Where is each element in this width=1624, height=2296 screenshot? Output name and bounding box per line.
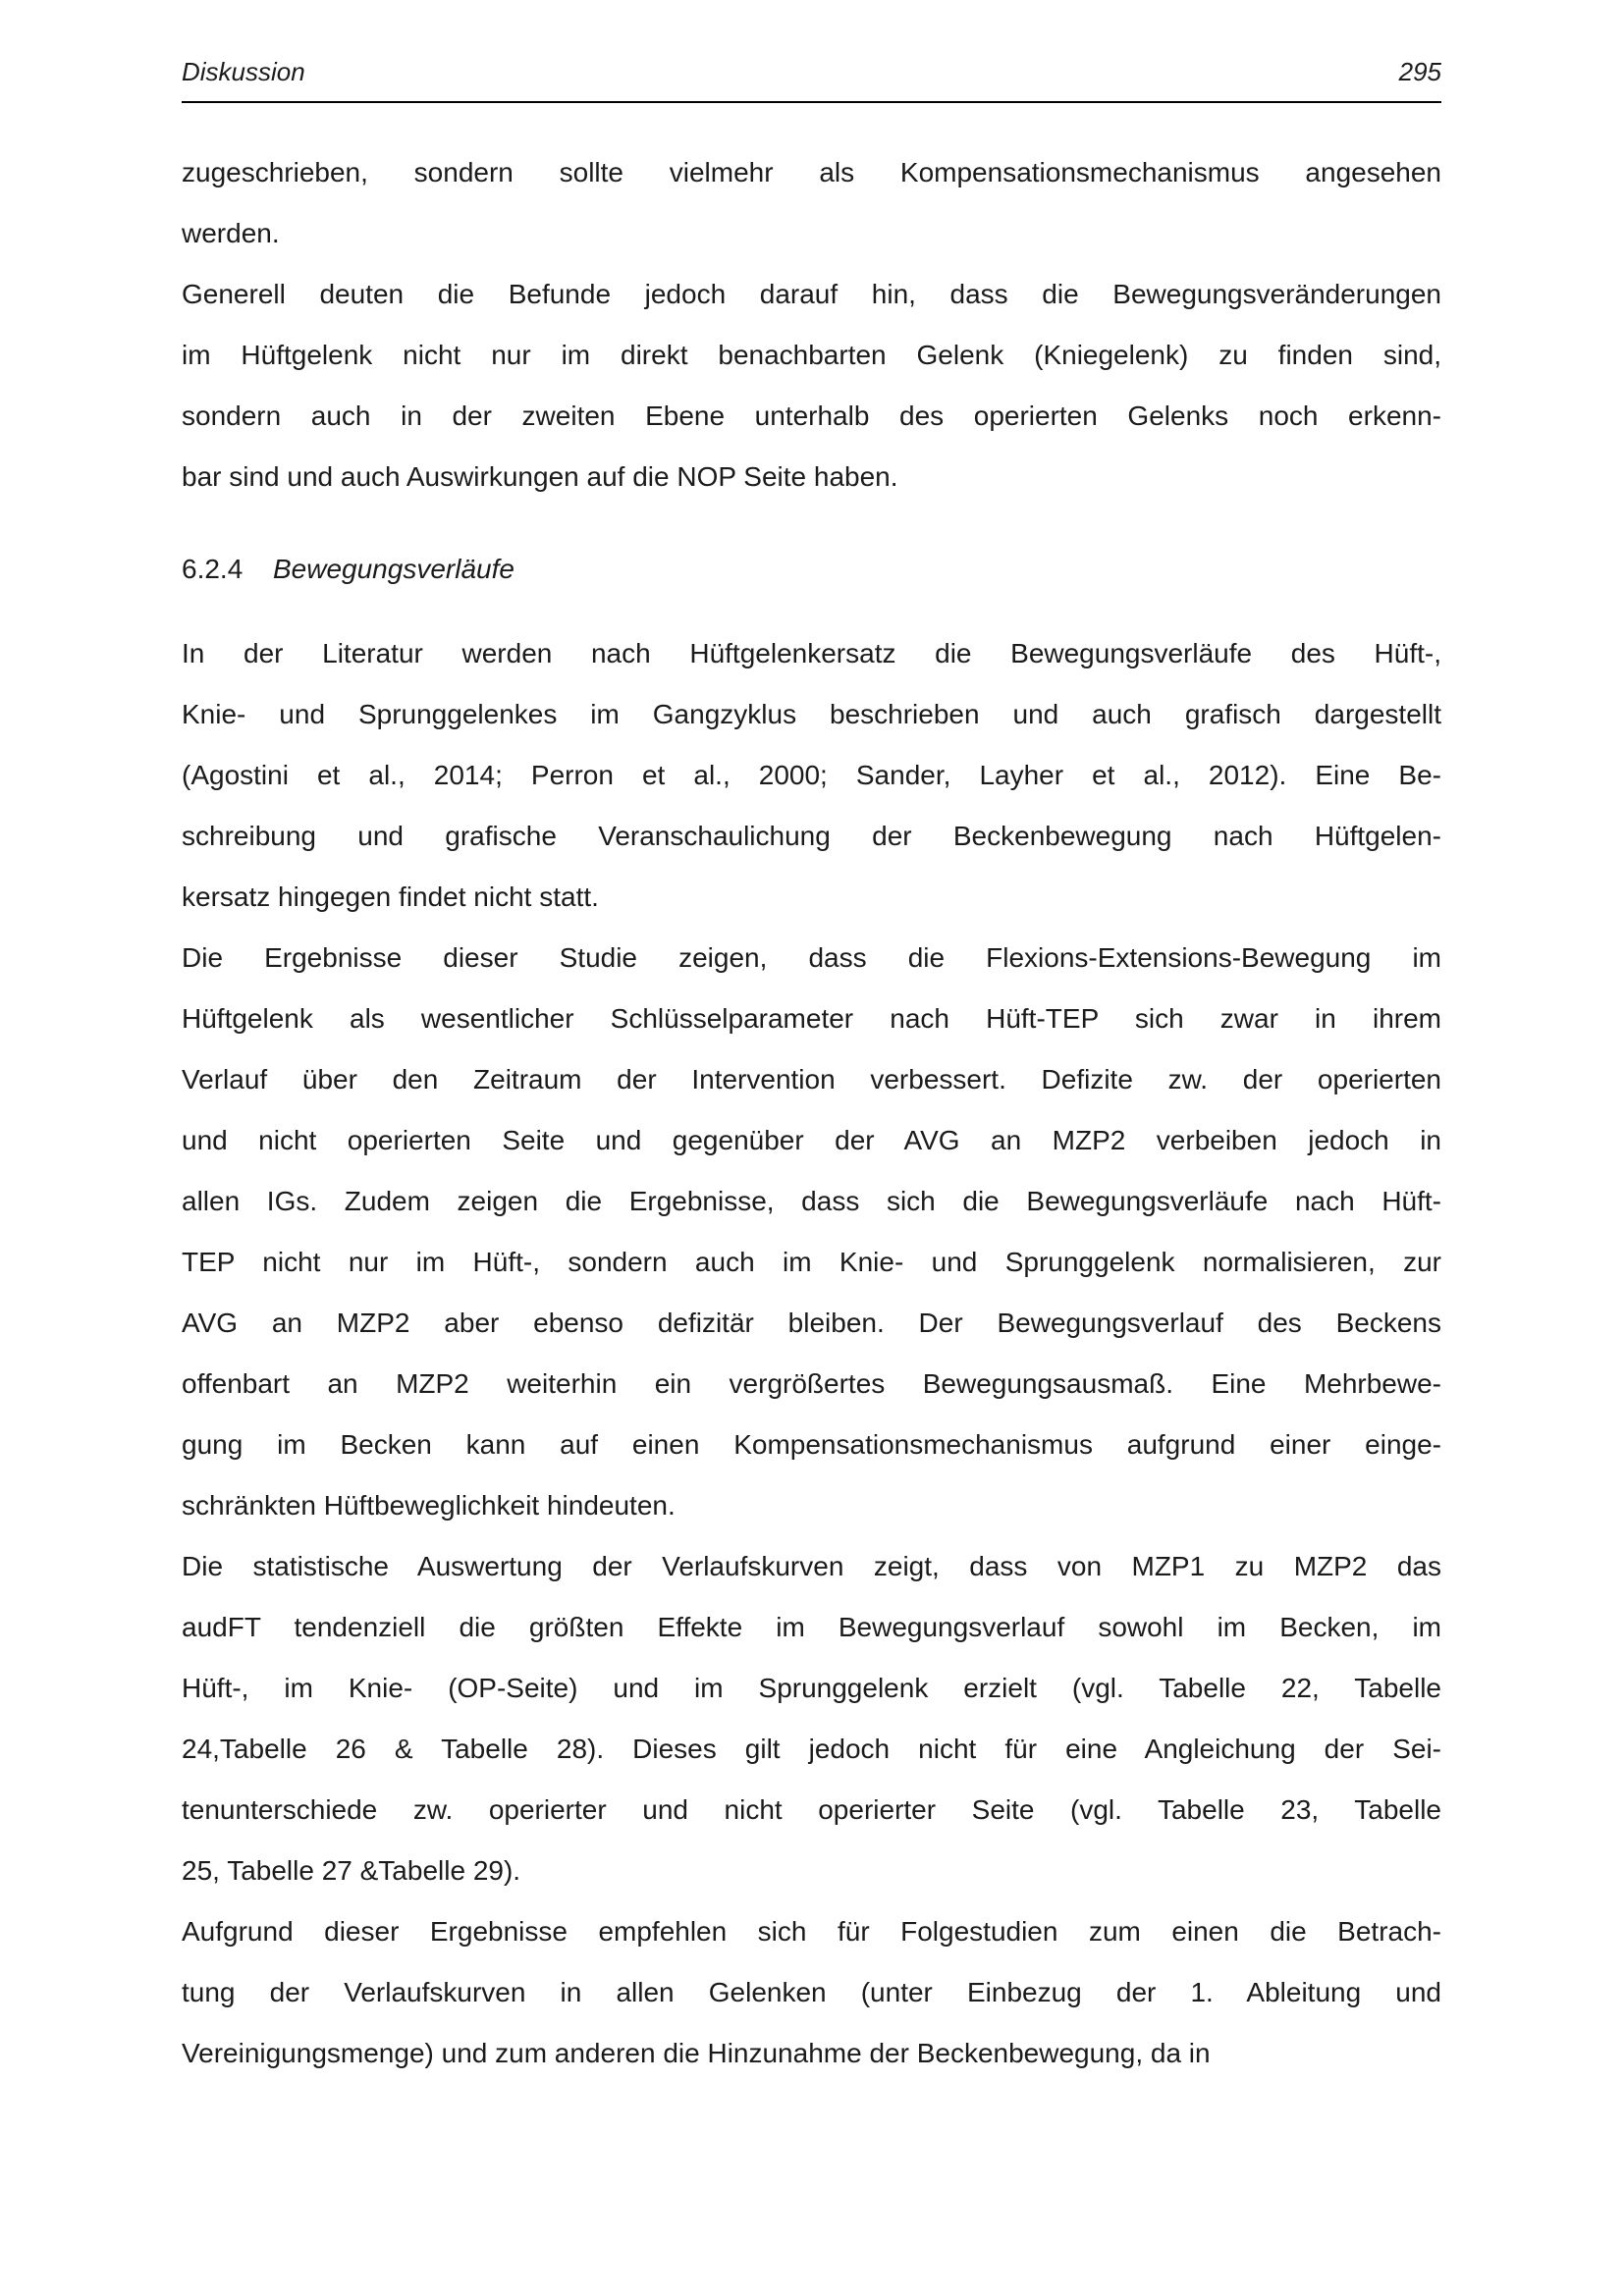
paragraph [182,1901,1441,2084]
running-header-title: Diskussion [182,57,305,86]
text-line: zugeschrieben, sondern sollte vielmehr als Kompensationsmechanismus angesehen [182,157,1441,187]
text-line: schreibung und grafische Veranschaulichung der Beckenbewegung nach Hüftgelen- [182,821,1441,851]
text-line: Hüft-, im Knie- (OP-Seite) und im Sprunggelenk erzielt (vgl. Tabelle 22, Tabelle [182,1673,1441,1703]
text-line: Vereinigungsmenge) und zum anderen die Hinzunahme der Beckenbewegung, da in [182,2038,1211,2068]
text-line: Hüftgelenk als wesentlicher Schlüsselparameter nach Hüft-TEP sich zwar in ihrem [182,1003,1441,1034]
section-heading-number: 6.2.4 [182,554,244,584]
text-line: offenbart an MZP2 weiterhin ein vergrößertes Bewegungsausmaß. Eine Mehrbewe- [182,1368,1441,1399]
text-line: schränkten Hüftbeweglichkeit hindeuten. [182,1490,676,1521]
text-line: audFT tendenziell die größten Effekte im Bewegungsverlauf sowohl im Becken, im [182,1612,1441,1642]
text-line: 25, Tabelle 27 &Tabelle 29). [182,1855,521,1886]
text-line: Aufgrund dieser Ergebnisse empfehlen sich für Folgestudien zum einen die Betrach- [182,1916,1441,1947]
page-number: 295 [1398,57,1441,86]
text-line: im Hüftgelenk nicht nur im direkt benachbarten Gelenk (Kniegelenk) zu finden sind, [182,340,1441,370]
text-line: kersatz hingegen findet nicht statt. [182,881,599,912]
text-line: allen IGs. Zudem zeigen die Ergebnisse, dass sich die Bewegungsverläufe nach Hüft- [182,1186,1441,1216]
section-heading-title: Bewegungsverläufe [273,554,514,584]
text-line: und nicht operierten Seite und gegenüber der AVG an MZP2 verbeiben jedoch in [182,1125,1441,1155]
text-line: TEP nicht nur im Hüft-, sondern auch im Knie- und Sprunggelenk normalisieren, zur [182,1247,1441,1277]
paragraph [182,264,1441,507]
text-line: (Agostini et al., 2014; Perron et al., 2000; Sander, Layher et al., 2012). Eine Be- [182,760,1441,790]
text-line: sondern auch in der zweiten Ebene unterhalb des operierten Gelenks noch erkenn- [182,400,1441,431]
text-line: tenunterschiede zw. operierter und nicht operierter Seite (vgl. Tabelle 23, Tabelle [182,1794,1441,1825]
running-header [182,57,1441,103]
text-line: Generell deuten die Befunde jedoch darauf hin, dass die Bewegungsveränderungen [182,279,1441,309]
text-line: tung der Verlaufskurven in allen Gelenken (unter Einbezug der 1. Ableitung und [182,1977,1441,2007]
text-line: Knie- und Sprunggelenkes im Gangzyklus beschrieben und auch grafisch dargestellt [182,699,1441,729]
text-line: Die Ergebnisse dieser Studie zeigen, dass die Flexions-Extensions-Bewegung im [182,942,1441,973]
text-line: werden. [182,218,280,248]
text-line: 24,Tabelle 26 & Tabelle 28). Dieses gilt jedoch nicht für eine Angleichung der Sei- [182,1734,1441,1764]
paragraph [182,623,1441,928]
paragraph [182,142,1441,264]
text-line: Verlauf über den Zeitraum der Intervention verbessert. Defizite zw. der operierten [182,1064,1441,1095]
paragraph [182,928,1441,1536]
document-body [182,142,1441,2084]
text-line: AVG an MZP2 aber ebenso defizitär bleiben. Der Bewegungsverlauf des Beckens [182,1308,1441,1338]
paragraph [182,1536,1441,1901]
text-line: Die statistische Auswertung der Verlaufskurven zeigt, dass von MZP1 zu MZP2 das [182,1551,1441,1581]
section-heading [182,539,1441,600]
text-line: gung im Becken kann auf einen Kompensationsmechanismus aufgrund einer einge- [182,1429,1441,1460]
text-line: In der Literatur werden nach Hüftgelenkersatz die Bewegungsverläufe des Hüft-, [182,638,1441,668]
text-line: bar sind und auch Auswirkungen auf die NOP Seite haben. [182,461,898,492]
